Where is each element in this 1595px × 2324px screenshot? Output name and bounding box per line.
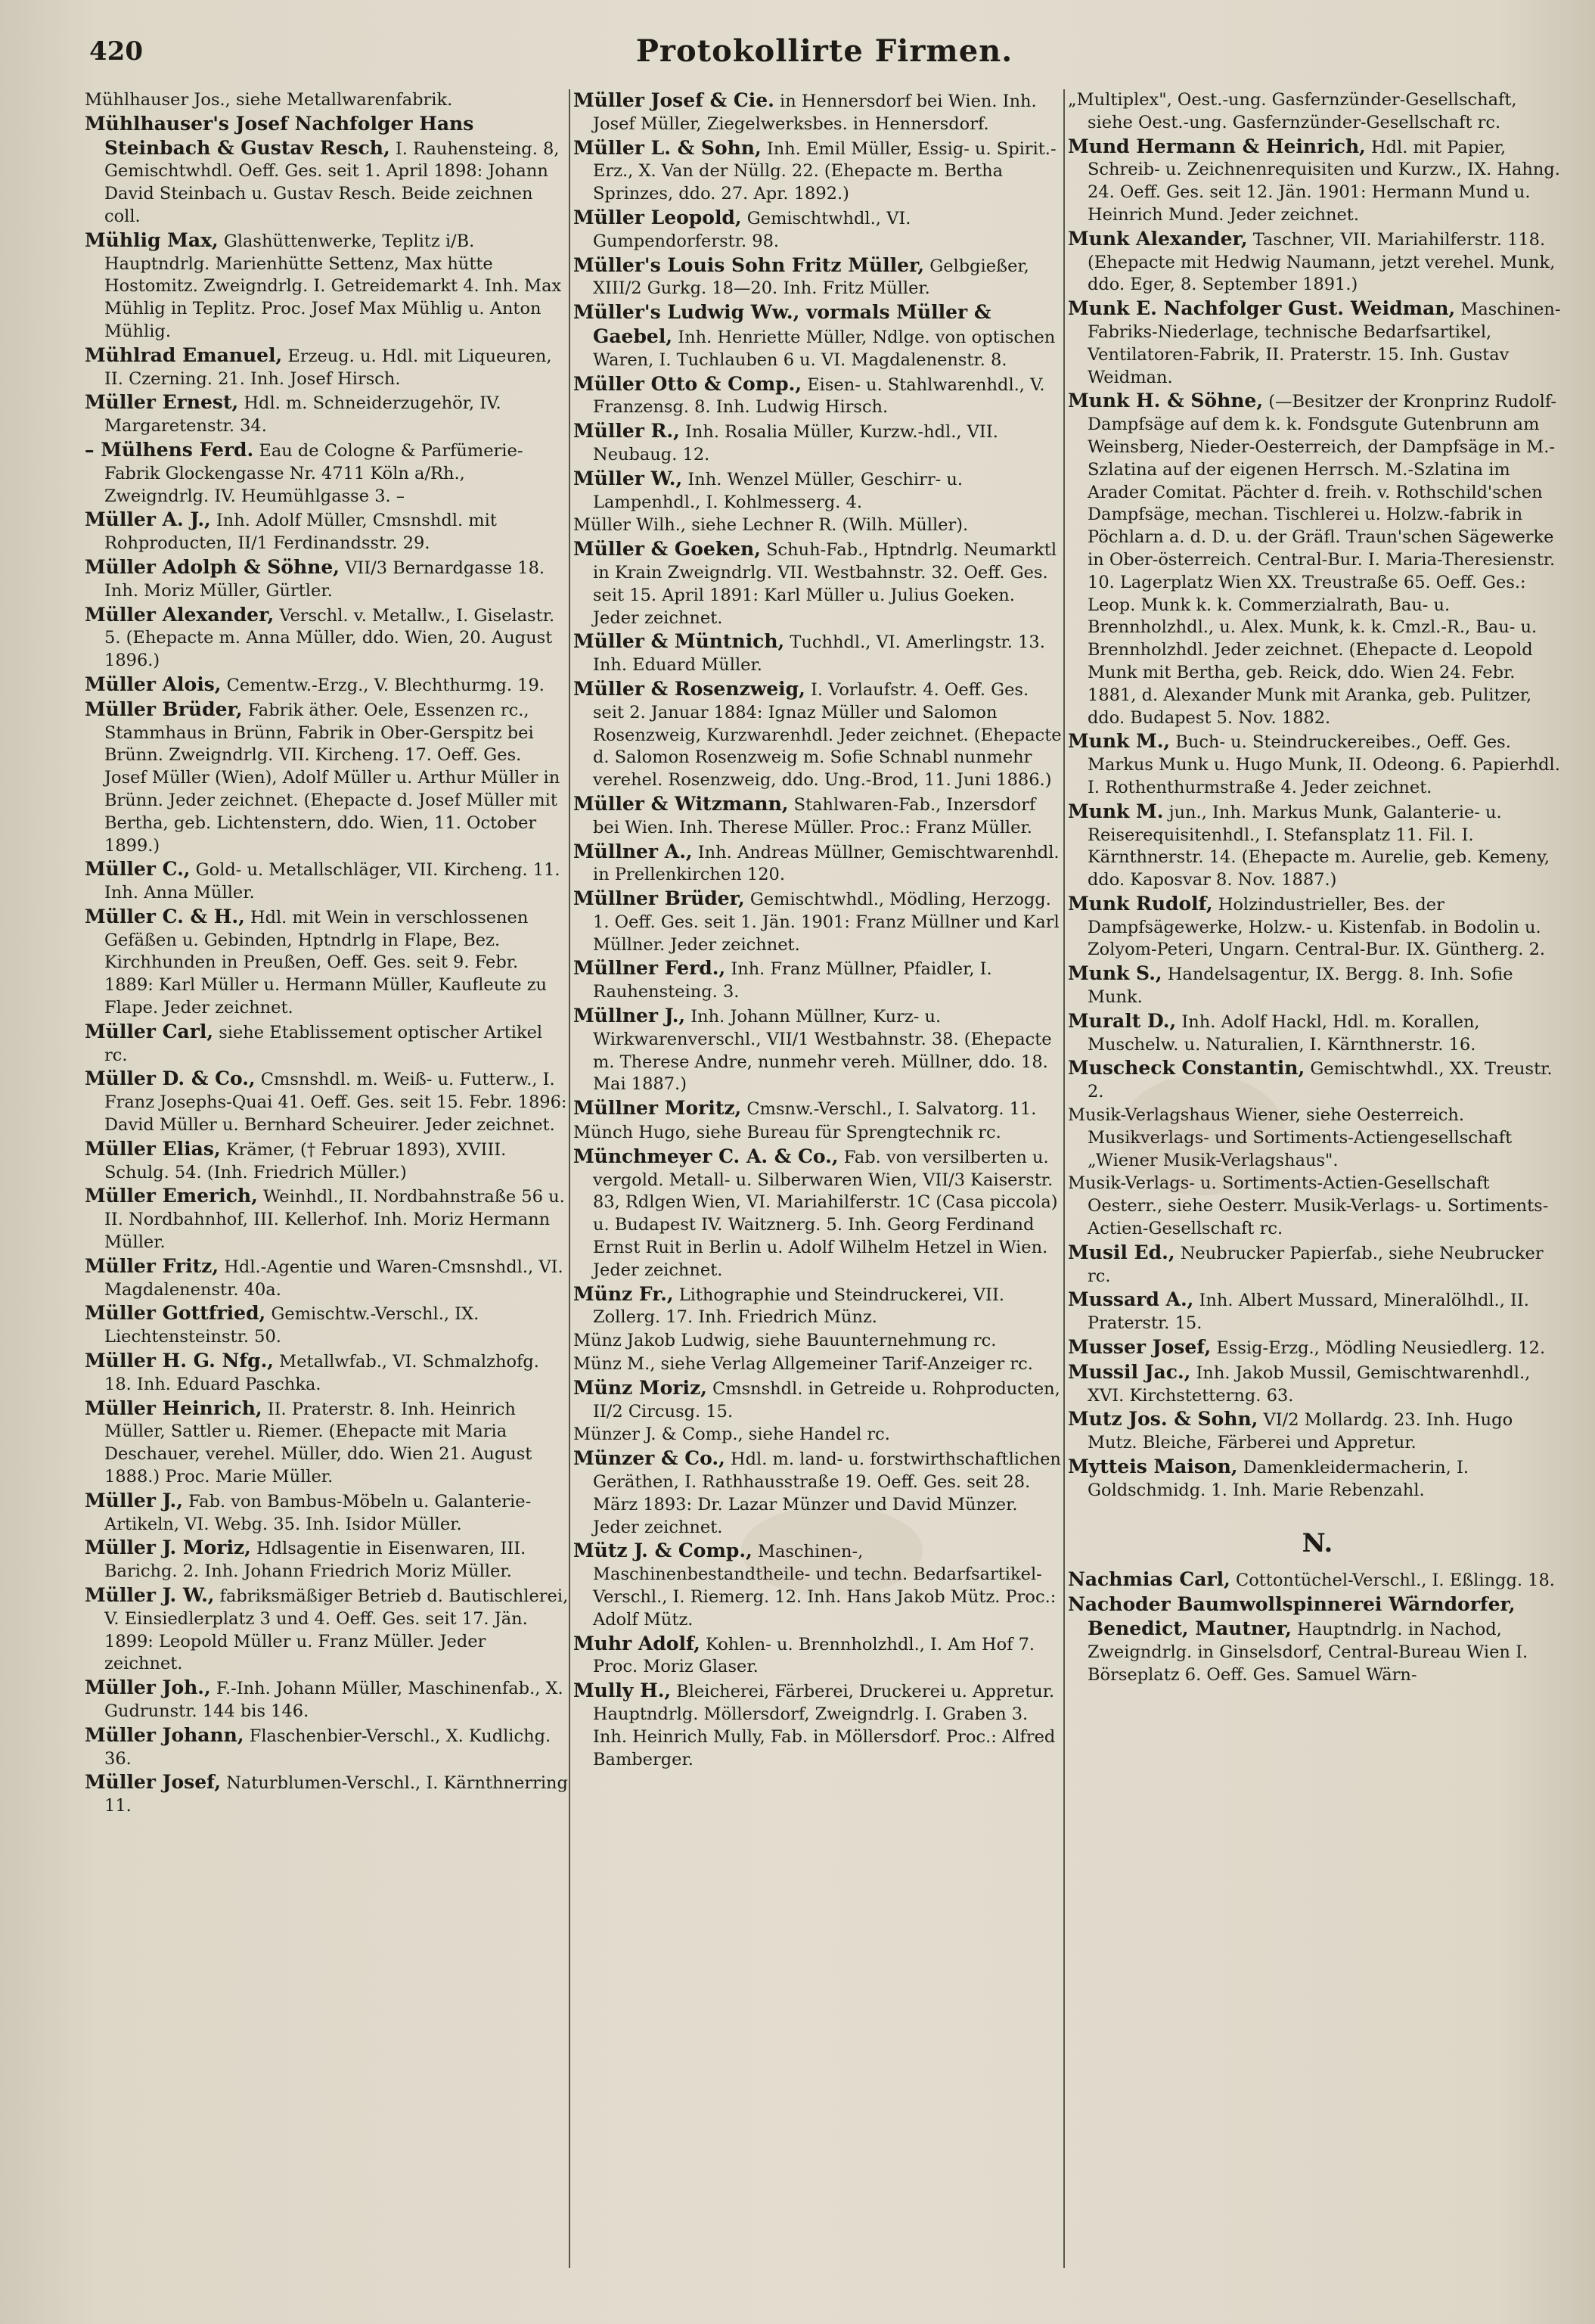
directory-entry: [85, 1676, 569, 1723]
entry-text: Inh. Rosalia Müller, Kurzw.-hdl., VII. Neubaug. 12.: [593, 422, 998, 464]
entry-text: Cmsnshdl. in Getreide u. Rohproducten, II/2 Circusg. 15.: [593, 1378, 1060, 1421]
firm-name: Mytteis Maison,: [1068, 1456, 1238, 1478]
firm-name: Münz Moriz,: [573, 1376, 707, 1399]
directory-entry: [1068, 1361, 1567, 1408]
directory-entry: [573, 301, 1065, 371]
firm-name: Mund Hermann & Heinrich,: [1068, 135, 1366, 157]
entry-text: Weinhdl., II. Nordbahnstraße 56 u. II. Nordbahnhof, III. Kellerhof. Inh. Moriz Hermann Müller.: [104, 1187, 565, 1253]
entry-text: Fabrik äther. Oele, Essenzen rc., Stammhaus in Brünn, Fabrik in Ober-Gerspitz bei Brünn. Zweigndrlg. VII. Kircheng. 17. Oeff. Ges. Josef Müller (Wien), Adolf Müller u. Arthur Müller in Brünn. Jeder zeichnet. (Ehepacte d. Josef Müller mit Bertha, geb. Lichtenstern, ddo. Wien, 11. October 1899.): [104, 700, 560, 856]
directory-entry: [573, 420, 1065, 467]
firm-name: Müller Josef,: [85, 1771, 222, 1794]
directory-entry: [1068, 1568, 1567, 1592]
firm-name: Müller Joh.,: [85, 1676, 211, 1699]
firm-name: Müllner Moritz,: [573, 1097, 742, 1120]
directory-entry: [1068, 800, 1567, 892]
entry-text: I. Vorlaufstr. 4. Oeff. Ges. seit 2. Januar 1884: Ignaz Müller und Salomon Rosenzweig, Kurzwarenhdl. Jeder zeichnet. (Ehepacte d. Salomon Rosenzweig m. Sofie Schnabl nunmehr verehel. Rosenzweig, ddo. Ung.-Brod, 11. Juni 1886.): [593, 679, 1062, 791]
firm-name: Müller Brüder,: [85, 698, 243, 720]
firm-name: Musser Josef,: [1068, 1336, 1212, 1359]
firm-name: Muralt D.,: [1068, 1009, 1177, 1032]
entry-text: Damenkleidermacherin, I. Goldschmidg. 1. Inh. Marie Rebenzahl.: [1088, 1458, 1469, 1500]
firm-name: Müller C.,: [85, 858, 191, 881]
entry-text: Flaschenbier-Verschl., X. Kudlichg. 36.: [104, 1726, 551, 1769]
directory-entry: [1068, 228, 1567, 297]
firm-name: Mutz Jos. & Sohn,: [1068, 1408, 1258, 1431]
entry-text: Inh. Adolf Hackl, Hdl. m. Korallen, Muschelw. u. Naturalien, I. Kärnthnerstr. 16.: [1088, 1011, 1480, 1055]
directory-entry: [85, 1771, 569, 1818]
entry-text: Maschinen-, Maschinenbestandtheile- und techn. Bedarfsartikel-Verschl., I. Riemerg. 12. Inh. Hans Jakob Mütz. Proc.: Adolf Mütz.: [593, 1542, 1057, 1630]
directory-entry: [85, 508, 569, 555]
entry-text: VII/3 Bernardgasse 18. Inh. Moriz Müller, Gürtler.: [104, 558, 545, 601]
directory-entry: [1068, 1057, 1567, 1104]
directory-entry: [573, 1145, 1065, 1282]
entry-text: Bleicherei, Färberei, Druckerei u. Appretur. Hauptndrlg. Möllersdorf, Zweigndrlg. I. Graben 3. Inh. Heinrich Mully, Fab. in Möllersdorf. Proc.: Alfred Bamberger.: [593, 1682, 1056, 1769]
firm-name: Münchmeyer C. A. & Co.,: [573, 1145, 839, 1167]
directory-entry: [85, 1584, 569, 1676]
entry-text: Essig-Erzg., Mödling Neusiedlerg. 12.: [1216, 1338, 1546, 1359]
entry-text: Metallwfab., VI. Schmalzhofg. 18. Inh. Eduard Paschka.: [104, 1352, 539, 1394]
entry-text: Gemischtw.-Verschl., IX. Liechtensteinstr. 50.: [104, 1304, 479, 1347]
firm-name: Müller C. & H.,: [85, 905, 245, 927]
column-right: [1068, 89, 1567, 2283]
firm-name: – Mülhens Ferd.: [85, 438, 254, 461]
firm-name: Mully H.,: [573, 1679, 672, 1702]
firm-name: Mühlrad Emanuel,: [85, 343, 283, 366]
directory-entry: [573, 840, 1065, 887]
entry-text: Inh. Franz Müllner, Pfaidler, I. Rauhensteing. 3.: [593, 959, 992, 1002]
firm-name: Mussil Jac.,: [1068, 1360, 1191, 1383]
directory-entry: [1068, 297, 1567, 389]
directory-entry: [573, 957, 1065, 1004]
directory-entry: [1068, 730, 1567, 799]
entry-text: Gemischtwhdl., VI. Gumpendorferstr. 98.: [593, 208, 911, 251]
entry-text: Eau de Cologne & Parfümerie-Fabrik Glockengasse Nr. 4711 Köln a/Rh., Zweigndrlg. IV. Heumühlgasse 3. –: [104, 440, 523, 506]
firm-name: Munk Rudolf,: [1068, 892, 1213, 915]
column-middle: [573, 89, 1065, 2283]
directory-entry: [573, 793, 1065, 840]
entry-text: Naturblumen-Verschl., I. Kärnthnerring 11.: [104, 1773, 568, 1816]
directory-entry: [1068, 893, 1567, 962]
entry-text: Gemischtwhdl., XX. Treustr. 2.: [1088, 1059, 1553, 1102]
directory-entry: [85, 1724, 569, 1771]
directory-entry: [1068, 1241, 1567, 1288]
firm-name: Müllner Ferd.,: [573, 957, 726, 980]
directory-entry: [85, 439, 569, 508]
directory-entry: [85, 673, 569, 698]
entry-text: Münz Jakob Ludwig, siehe Bauunternehmung rc.: [573, 1331, 997, 1351]
firm-name: Müller A. J.,: [85, 508, 211, 531]
entry-text: Kohlen- u. Brennholzhdl., I. Am Hof 7. Proc. Moriz Glaser.: [593, 1634, 1035, 1677]
directory-entry: [573, 1330, 1065, 1353]
entry-text: Cmsnshdl. m. Weiß- u. Futterw., I. Franz Josephs-Quai 41. Oeff. Ges. seit 15. Febr. 1896: David Müller u. Bernhard Scheuirer. Jeder zeichnet.: [104, 1070, 567, 1136]
entry-text: Krämer, († Februar 1893), XVIII. Schulg. 54. (Inh. Friedrich Müller.): [104, 1139, 507, 1182]
directory-entry: [85, 1536, 569, 1583]
entry-text: Hdl.-Agentie und Waren-Cmsnshdl., VI. Magdalenenstr. 40a.: [104, 1257, 563, 1300]
firm-name: Müller's Ludwig Ww., vormals Müller & Gaebel,: [573, 301, 991, 347]
directory-entry: [573, 468, 1065, 514]
entry-text: fabriksmäßiger Betrieb d. Bautischlerei, V. Einsiedlerplatz 3 und 4. Oeff. Ges. seit 17. Jän. 1899: Leopold Müller u. Franz Müller. Jeder zeichnet.: [104, 1586, 569, 1674]
entry-text: Cmsnw.-Verschl., I. Salvatorg. 11.: [746, 1099, 1037, 1120]
entry-text: Gemischtwhdl., Mödling, Herzogg. 1. Oeff. Ges. seit 1. Jän. 1901: Franz Müllner und Karl Müllner. Jeder zeichnet.: [593, 890, 1060, 955]
directory-entry: [1068, 135, 1567, 227]
directory-entry: [85, 1138, 569, 1185]
firm-name: Müller & Witzmann,: [573, 792, 789, 815]
firm-name: Müller H. G. Nfg.,: [85, 1350, 275, 1372]
entry-text: Münch Hugo, siehe Bureau für Sprengtechnik rc.: [573, 1123, 1001, 1143]
entry-text: Hauptndrlg. in Nachod, Zweigndrlg. in Ginselsdorf, Central-Bureau Wien I. Börseplatz 6. Oeff. Ges. Samuel Wärn-: [1088, 1620, 1528, 1685]
entry-text: Mühlhauser Jos., siehe Metallwarenfabrik.: [85, 90, 453, 110]
entry-text: Gelbgießer, XIII/2 Gurkg. 18—20. Inh. Fritz Müller.: [593, 256, 1029, 299]
entry-text: Inh. Wenzel Müller, Geschirr- u. Lampenhdl., I. Kohlmesserg. 4.: [593, 469, 964, 512]
entry-text: Hdl. m. land- u. forstwirthschaftlichen Geräthen, I. Rathhausstraße 19. Oeff. Ges. seit 28. März 1893: Dr. Lazar Münzer und David Münzer. Jeder zeichnet.: [593, 1449, 1061, 1537]
entry-text: I. Rauhensteing. 8, Gemischtwhdl. Oeff. Ges. seit 1. April 1898: Johann David Steinbach u. Gustav Resch. Beide zeichnen coll.: [104, 138, 560, 226]
entry-text: Lithographie und Steindruckerei, VII. Zollerg. 17. Inh. Friedrich Münz.: [593, 1285, 1004, 1328]
entry-text: Tuchhdl., VI. Amerlingstr. 13. Inh. Eduard Müller.: [593, 632, 1045, 676]
directory-entry: [573, 514, 1065, 537]
entry-text: Cottontüchel-Verschl., I. Eßlingg. 18.: [1236, 1571, 1555, 1591]
page-header: [83, 32, 1566, 77]
entry-text: Buch- u. Steindruckereibes., Oeff. Ges. Markus Munk u. Hugo Munk, II. Odeong. 6. Papierhdl. I. Rothenthurmstraße 4. Jeder zeichnet.: [1088, 732, 1560, 797]
firm-name: Müller W.,: [573, 467, 683, 489]
entry-text: II. Praterstr. 8. Inh. Heinrich Müller, Sattler u. Riemer. (Ehepacte mit Maria Deschauer, verehel. Müller, ddo. Wien 21. August 1888.) Proc. Marie Müller.: [104, 1399, 532, 1487]
entry-text: Inh. Johann Müllner, Kurz- u. Wirkwarenverschl., VII/1 Westbahnstr. 38. (Ehepacte m. Therese Andre, nunmehr vereh. Müllner, ddo. 18. Mai 1887.): [593, 1007, 1052, 1095]
directory-entry: [1068, 1010, 1567, 1057]
firm-name: Munk M.,: [1068, 730, 1171, 753]
firm-name: Müller's Louis Sohn Fritz Müller,: [573, 253, 925, 276]
directory-entry: [85, 858, 569, 905]
directory-entry: [573, 630, 1065, 677]
entry-text: Maschinen-Fabriks-Niederlage, technische Bedarfsartikel, Ventilatoren-Fabrik, II. Praterstr. 15. Inh. Gustav Weidman.: [1088, 300, 1561, 387]
running-title: Protokollirte Firmen.: [635, 33, 1013, 69]
directory-entry: [573, 887, 1065, 956]
entry-text: (—Besitzer der Kronprinz Rudolf-Dampfsäge auf dem k. k. Fondsgute Gutenbrunn am Weinsberg, Nieder-Oesterreich, der Dampfsäge in M.-Szlatina auf der eigenen Herrsch. M.-Szlatina im Arader Comitat. Pächter d. freih. v. Rothschild'schen Dampfsäge, mechan. Tischlerei u. Holzw.-fabrik in Pöchlarn a. d. D. u. der Gräfl. Traun'schen Sägewerke in Ober-österreich. Central-Bur. I. Maria-Theresienstr. 10. Lagerplatz Wien XX. Treustraße 65. Oeff. Ges.: Leop. Munk k. k. Commerzialrath, Bau- u. Brennholzhdl., u. Alex. Munk, k. k. Cmzl.-R., Bau- u. Brennholzhdl. Jeder zeichnet. (Ehepacte d. Leopold Munk mit Bertha, geb. Reick, ddo. Wien 24. Febr. 1881, d. Alexander Munk mit Aranka, geb. Pulitzer, ddo. Budapest 5. Nov. 1882.: [1088, 392, 1556, 728]
entry-text: Glashüttenwerke, Teplitz i/B. Hauptndrlg. Marienhütte Settenz, Max hütte Hostomitz. Zweigndrlg. I. Getreidemarkt 4. Inh. Max Mühlig in Teplitz. Proc. Josef Max Mühlig u. Anton Mühlig.: [104, 231, 562, 341]
directory-entry: [85, 604, 569, 673]
directory-entry: [573, 1353, 1065, 1376]
entry-text: Inh. Albert Mussard, Mineralölhdl., II. Praterstr. 15.: [1088, 1291, 1529, 1334]
firm-name: Mütz J. & Comp.,: [573, 1539, 753, 1562]
firm-name: Müller Gottfried,: [85, 1302, 266, 1325]
firm-name: Müller Adolph & Söhne,: [85, 555, 340, 578]
entry-text: Fab. von Bambus-Möbeln u. Galanterie-Artikeln, VI. Webg. 35. Inh. Isidor Müller.: [104, 1491, 532, 1534]
firm-name: Müller Fritz,: [85, 1254, 219, 1277]
entry-text: Inh. Emil Müller, Essig- u. Spirit.-Erz., X. Van der Nüllg. 22. (Ehepacte m. Bertha Sprinzes, ddo. 27. Apr. 1892.): [593, 138, 1057, 204]
directory-entry: [1068, 1336, 1567, 1360]
entry-text: Handelsagentur, IX. Bergg. 8. Inh. Sofie Munk.: [1088, 965, 1513, 1008]
entry-text: Inh. Adolf Müller, Cmsnshdl. mit Rohproducten, II/1 Ferdinandsstr. 29.: [104, 511, 497, 554]
entry-text: Cementw.-Erzg., V. Blechthurmg. 19.: [226, 675, 545, 695]
entry-text: VI/2 Mollardg. 23. Inh. Hugo Mutz. Bleiche, Färberei und Appretur.: [1088, 1410, 1513, 1453]
directory-entry: [85, 113, 569, 228]
entry-text: Erzeug. u. Hdl. mit Liqueuren, II. Czerning. 21. Inh. Josef Hirsch.: [104, 346, 552, 389]
directory-entry: [85, 556, 569, 603]
firm-name: Müller & Goeken,: [573, 538, 761, 561]
directory-entry: [1068, 1593, 1567, 1686]
entry-text: Holzindustrieller, Bes. der Dampfsägewerke, Holzw.- u. Kistenfab. in Bodolin u. Zolyom-Peteri, Ungarn. Central-Bur. IX. Güntherg. 2.: [1088, 894, 1546, 960]
directory-entry: [85, 229, 569, 343]
firm-name: Muscheck Constantin,: [1068, 1057, 1305, 1080]
entry-text: Inh. Henriette Müller, Ndlge. von optischen Waren, I. Tuchlauben 6 u. VI. Magdalenenstr. 8.: [593, 327, 1056, 370]
entry-text: Neubrucker Papierfab., siehe Neubrucker rc.: [1088, 1243, 1544, 1286]
entry-text: in Hennersdorf bei Wien. Inh. Josef Müller, Ziegelwerksbes. in Hennersdorf.: [593, 92, 1037, 134]
directory-entry: [85, 1302, 569, 1349]
directory-entry: [85, 89, 569, 112]
directory-entry: [573, 1122, 1065, 1145]
directory-entry: [1068, 390, 1567, 729]
directory-entry: [85, 1397, 569, 1489]
firm-name: Müller L. & Sohn,: [573, 136, 762, 159]
directory-entry: [573, 1679, 1065, 1771]
entry-text: jun., Inh. Markus Munk, Galanterie- u. Reiserequisitenhdl., I. Stefansplatz 11. Fil. I. Kärnthnerstr. 14. (Ehepacte m. Aurelie, geb. Kemeny, ddo. Kaposvar 8. Nov. 1887.): [1088, 802, 1550, 890]
entry-text: F.-Inh. Johann Müller, Maschinenfab., X. Gudrunstr. 144 bis 146.: [104, 1679, 563, 1721]
firm-name: Müllner A.,: [573, 840, 693, 862]
entry-text: siehe Etablissement optischer Artikel rc.: [104, 1022, 543, 1065]
directory-entry: [573, 89, 1065, 136]
firm-name: Munk H. & Söhne,: [1068, 390, 1264, 412]
entry-text: Münzer J. & Comp., siehe Handel rc.: [573, 1425, 890, 1445]
directory-entry: [573, 1539, 1065, 1631]
entry-text: Taschner, VII. Mariahilferstr. 118. (Ehepacte mit Hedwig Naumann, jetzt verehel. Munk, ddo. Eger, 8. September 1891.): [1088, 229, 1556, 295]
directory-entry: [85, 1021, 569, 1067]
firm-name: Müller Alexander,: [85, 603, 275, 626]
directory-entry: [1068, 1173, 1567, 1240]
directory-entry: [573, 254, 1065, 301]
firm-name: Müller J. Moriz,: [85, 1536, 251, 1559]
entry-text: Hdl. mit Wein in verschlossenen Gefäßen u. Gebinden, Hptndrlg in Flape, Bez. Kirchhunden in Preußen, Oeff. Ges. seit 9. Febr. 1889: Karl Müller u. Hermann Müller, Kaufleute zu Flape. Jeder zeichnet.: [104, 907, 548, 1018]
firm-name: Münzer & Co.,: [573, 1447, 725, 1470]
firm-name: Nachmias Carl,: [1068, 1568, 1230, 1591]
entry-text: Gold- u. Metallschläger, VII. Kircheng. 11. Inh. Anna Müller.: [104, 860, 560, 903]
directory-entry: [573, 373, 1065, 420]
directory-entry: [573, 1005, 1065, 1096]
entry-text: Hdl. mit Papier, Schreib- u. Zeichnenrequisiten und Kurzw., IX. Hahng. 24. Oeff. Ges. seit 12. Jän. 1901: Hermann Mund u. Heinrich Mund. Jeder zeichnet.: [1088, 137, 1560, 225]
section-letter: N.: [1302, 1527, 1333, 1558]
firm-name: Müller Otto & Comp.,: [573, 372, 802, 395]
directory-entry: [1068, 1456, 1567, 1502]
directory-entry: [85, 391, 569, 438]
firm-name: Müller Josef & Cie.: [573, 89, 774, 111]
firm-name: Mühlig Max,: [85, 228, 219, 251]
directory-entry: [85, 698, 569, 858]
directory-entry: [573, 1424, 1065, 1446]
entry-text: Verschl. v. Metallw., I. Giselastr. 5. (Ehepacte m. Anna Müller, ddo. Wien, 20. August 1896.): [104, 605, 555, 671]
page-number: 420: [89, 36, 143, 67]
directory-entry: [1068, 1408, 1567, 1455]
firm-name: Müller & Rosenzweig,: [573, 677, 805, 700]
column-left: [85, 89, 569, 2283]
firm-name: Müller J.,: [85, 1489, 183, 1512]
directory-entry: [85, 1185, 569, 1254]
column-divider: [569, 89, 570, 2268]
firm-name: Mühlhauser's Josef Nachfolger Hans Steinbach & Gustav Resch,: [85, 112, 474, 159]
directory-entry: [1068, 89, 1567, 135]
entry-text: Stahlwaren-Fab., Inzersdorf bei Wien. Inh. Therese Müller. Proc.: Franz Müller.: [593, 794, 1036, 837]
entry-text: Schuh-Fab., Hptndrlg. Neumarktl in Krain Zweigndrlg. VII. Westbahnstr. 32. Oeff. Ges. seit 15. April 1891: Karl Müller u. Julius Goeken. Jeder zeichnet.: [593, 540, 1057, 628]
directory-entry: [85, 1350, 569, 1397]
firm-name: Müller Heinrich,: [85, 1397, 262, 1419]
firm-name: Müllner Brüder,: [573, 887, 745, 910]
entry-text: Musik-Verlags- u. Sortiments-Actien-Gesellschaft Oesterr., siehe Oesterr. Musik-Verlags- u. Sortiments-Actien-Gesellschaft rc.: [1068, 1173, 1549, 1239]
directory-entry: [573, 678, 1065, 792]
firm-name: Munk S.,: [1068, 962, 1162, 985]
firm-name: Mussard A.,: [1068, 1288, 1194, 1311]
firm-name: Nachoder Baumwollspinnerei Wärndorfer, Benedict, Mautner,: [1068, 1593, 1516, 1639]
firm-name: Munk Alexander,: [1068, 227, 1248, 250]
firm-name: Musil Ed.,: [1068, 1241, 1175, 1263]
directory-entry: [573, 1447, 1065, 1539]
firm-name: Müller R.,: [573, 420, 680, 443]
firm-name: Müller Alois,: [85, 673, 222, 695]
firm-name: Müller Ernest,: [85, 391, 239, 414]
firm-name: Müller Johann,: [85, 1723, 244, 1746]
entry-text: Eisen- u. Stahlwarenhdl., V. Franzensg. 8. Inh. Ludwig Hirsch.: [593, 374, 1045, 418]
firm-name: Münz Fr.,: [573, 1282, 674, 1305]
firm-name: Müller Elias,: [85, 1137, 221, 1160]
directory-entry: [85, 1490, 569, 1536]
directory-entry: [85, 1255, 569, 1302]
directory-entry: [1068, 1105, 1567, 1172]
entry-text: Müller Wilh., siehe Lechner R. (Wilh. Müller).: [573, 515, 969, 536]
firm-name: Munk M.: [1068, 800, 1164, 822]
directory-entry: [85, 906, 569, 1020]
directory-entry: [573, 1377, 1065, 1424]
directory-entry: [573, 137, 1065, 206]
entry-text: Münz M., siehe Verlag Allgemeiner Tarif-Anzeiger rc.: [573, 1354, 1033, 1375]
entry-text: Inh. Andreas Müllner, Gemischtwarenhdl. in Prellenkirchen 120.: [593, 842, 1060, 885]
entry-text: Hdlsagentie in Eisenwaren, III. Barichg. 2. Inh. Johann Friedrich Moriz Müller.: [104, 1539, 526, 1582]
firm-name: Müller Carl,: [85, 1020, 214, 1042]
directory-entry: [85, 1067, 569, 1136]
entry-text: Fab. von versilberten u. vergold. Metall- u. Silberwaren Wien, VII/3 Kaiserstr. 83, Rdlgen Wien, VI. Mariahilferstr. 1C (Casa piccola) u. Budapest IV. Waitznerg. 5. Inh. Georg Ferdinand Ernst Ruit in Berlin u. Adolf Wilhelm Hetzel in Wien. Jeder zeichnet.: [593, 1147, 1058, 1280]
entry-text: Musik-Verlagshaus Wiener, siehe Oesterreich. Musikverlags- und Sortiments-Actiengesellschaft „Wiener Musik-Verlagshaus".: [1068, 1105, 1513, 1170]
directory-entry: [573, 207, 1065, 253]
directory-entry: [573, 1633, 1065, 1679]
firm-name: Müller & Müntnich,: [573, 630, 785, 653]
firm-name: Munk E. Nachfolger Gust. Weidman,: [1068, 297, 1456, 320]
firm-name: Müller Leopold,: [573, 206, 742, 228]
directory-entry: [1068, 962, 1567, 1009]
directory-entry: [573, 1097, 1065, 1121]
firm-name: Müller D. & Co.,: [85, 1067, 256, 1090]
firm-name: Muhr Adolf,: [573, 1632, 700, 1654]
directory-entry: [573, 1283, 1065, 1330]
firm-name: Müllner J.,: [573, 1005, 686, 1027]
directory-entry: [1068, 1288, 1567, 1335]
entry-text: Hdl. m. Schneiderzugehör, IV. Margaretenstr. 34.: [104, 393, 501, 437]
entry-text: Inh. Jakob Mussil, Gemischtwarenhdl., XVI. Kirchstetterng. 63.: [1088, 1362, 1531, 1406]
directory-entry: [573, 538, 1065, 629]
firm-name: Müller J. W.,: [85, 1584, 215, 1606]
directory-entry: [85, 344, 569, 391]
entry-text: „Multiplex", Oest.-ung. Gasfernzünder-Gesellschaft, siehe Oest.-ung. Gasfernzünder-Gesellschaft rc.: [1068, 90, 1517, 132]
firm-name: Müller Emerich,: [85, 1185, 258, 1207]
